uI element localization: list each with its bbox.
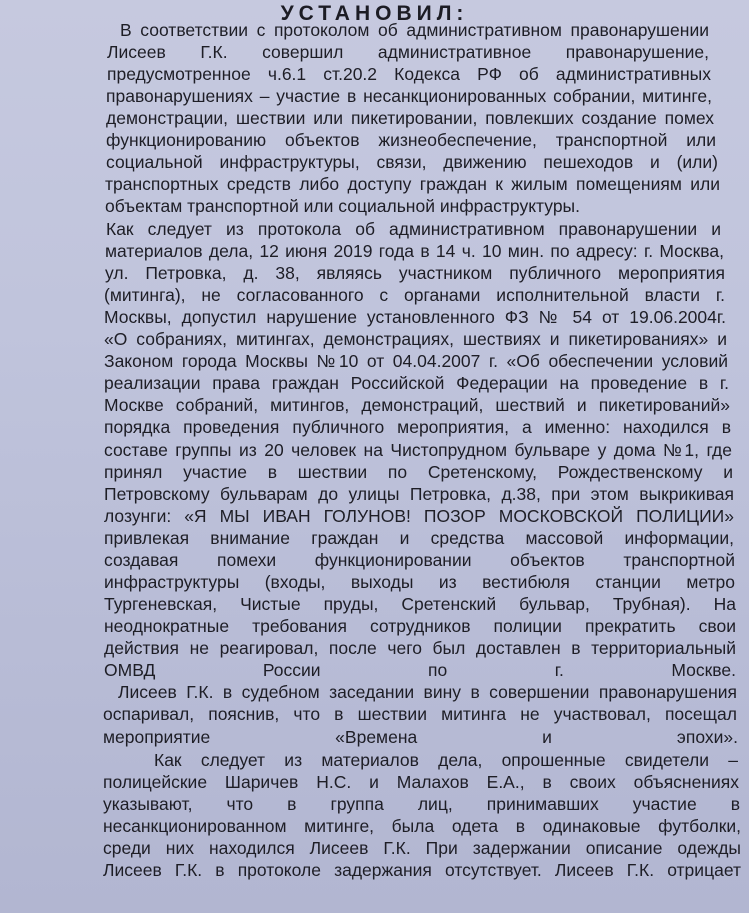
text-line: Москве собраний, митингов, демонстраций, шествий и пикетирований»	[104, 395, 730, 415]
text-line: предусмотренное ч.6.1 ст.20.2 Кодекса РФ об административных	[107, 64, 711, 84]
text-line: неоднократные требования сотрудников полиции прекратить свои	[104, 616, 736, 636]
text-line: Как следует из протокола об административном правонарушении и	[106, 219, 721, 239]
text-line: демонстрации, шествии или пикетировании, повлекших создание помех	[106, 108, 714, 128]
text-line: Москвы, допустил нарушение установленного ФЗ № 54 от 19.06.2004г.	[104, 307, 726, 327]
text-line: функционированию объектов жизнеобеспечение, транспортной или	[106, 130, 716, 150]
text-line: действия не реагировал, после чего был доставлен в территориальный	[104, 638, 736, 658]
text-line: В соответствии с протоколом об административном правонарушении	[120, 20, 709, 40]
text-line: несанкционированном митинге, была одета в одинаковые футболки,	[103, 816, 741, 836]
text-line: порядка проведения публичного мероприятия, а именно: находился в	[104, 417, 731, 437]
text-line: объектам транспортной или социальной инфраструктуры.	[105, 196, 580, 216]
text-line: среди них находился Лисеев Г.К. При задержании описание одежды	[103, 838, 741, 858]
text-line: оспаривал, пояснив, что в шествии митинга не участвовал, посещал	[103, 704, 737, 724]
text-line: Петровскому бульварам до улицы Петровка, д.38, при этом выкрикивая	[104, 484, 734, 504]
text-line: Законом города Москвы №10 от 04.04.2007 г. «Об обеспечении условий	[104, 351, 728, 371]
text-line: Лисеев Г.К. совершил административное правонарушение,	[107, 42, 709, 62]
text-line: реализации права граждан Российской Федерации на проведение в г.	[104, 373, 729, 393]
text-line: инфраструктуры (входы, выходы из вестибюля станции метро	[104, 572, 735, 592]
text-line: транспортных средств либо доступу граждан к жилым помещениям или	[105, 174, 720, 194]
text-line: Как следует из материалов дела, опрошенные свидетели –	[154, 750, 738, 770]
document-heading: УСТАНОВИЛ:	[280, 2, 469, 25]
text-line: Лисеев Г.К. в протоколе задержания отсутствует. Лисеев Г.К. отрицает	[103, 860, 741, 880]
text-line: мероприятие «Времена и эпохи».	[103, 727, 738, 747]
text-line: «О собраниях, митингах, демонстрациях, шествиях и пикетированиях» и	[104, 329, 727, 349]
text-line: составе группы из 20 человек на Чистопрудном бульваре у дома №1, где	[104, 440, 732, 460]
text-line: Тургеневская, Чистые пруды, Сретенский бульвар, Трубная). На	[104, 594, 736, 614]
text-line: (митинга), не согласованного с органами исполнительной власти г.	[104, 285, 725, 305]
text-line: правонарушениях – участие в несанкционированных собрании, митинге,	[106, 86, 712, 106]
text-line: материалов дела, 12 июня 2019 года в 14 ч. 10 мин. по адресу: г. Москва,	[105, 241, 724, 261]
text-line: создавая помехи функционировании объектов транспортной	[104, 550, 735, 570]
text-line: Лисеев Г.К. в судебном заседании вину в совершении правонарушения	[118, 682, 737, 702]
text-line: социальной инфраструктуры, связи, движению пешеходов и (или)	[106, 152, 718, 172]
text-line: принял участие в шествии по Сретенскому, Рождественскому и	[104, 462, 733, 482]
text-line: полицейские Шаричев Н.С. и Малахов Е.А., в своих объяснениях	[103, 772, 739, 792]
text-line: указывают, что в группа лиц, принимавших участие в	[103, 794, 740, 814]
text-line: ОМВД России по г. Москве.	[104, 660, 736, 680]
text-line: привлекая внимание граждан и средства массовой информации,	[104, 528, 734, 548]
text-line: ул. Петровка, д. 38, являясь участником публичного мероприятия	[105, 263, 725, 283]
text-line: лозунги: «Я МЫ ИВАН ГОЛУНОВ! ПОЗОР МОСКОВСКОЙ ПОЛИЦИИ»	[104, 506, 734, 526]
